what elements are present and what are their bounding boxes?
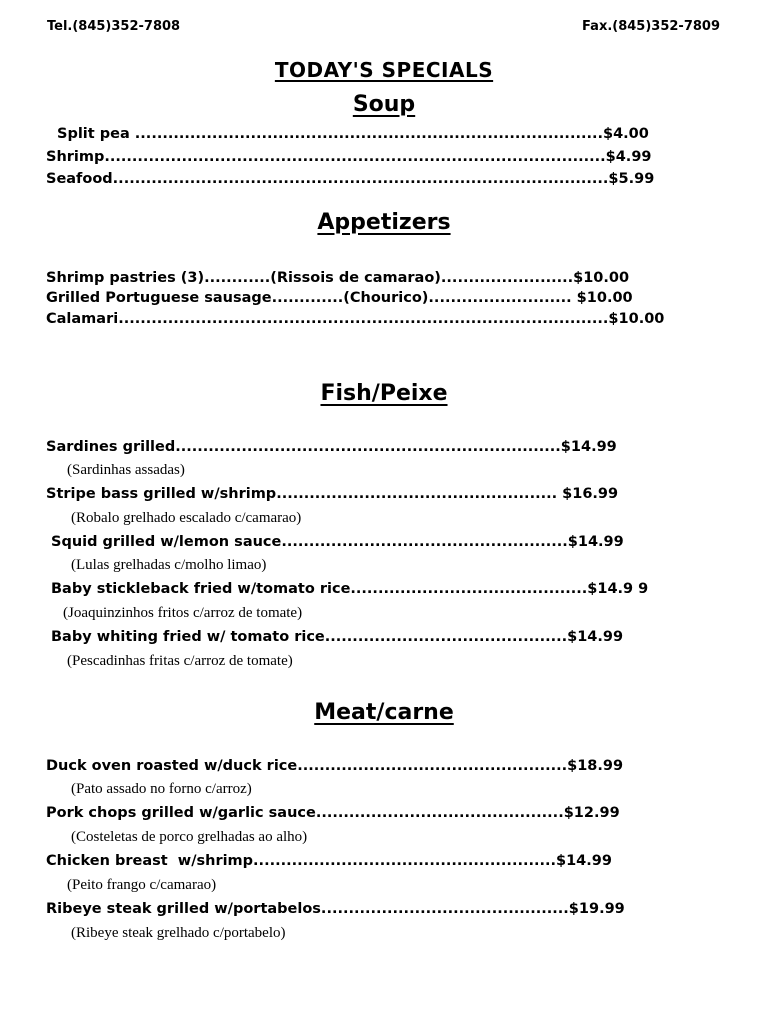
section-heading-text: Appetizers [317, 210, 451, 235]
page-title [0, 60, 768, 80]
menu-item-baby-whiting: Baby whiting fried w/ tomato rice............................................$14.99 [51, 630, 624, 645]
menu-item-translation: (Pescadinhas fritas c/arroz de tomate) [67, 653, 293, 669]
menu-item-ribeye: Ribeye steak grilled w/portabelos.............................................$19.99 [46, 902, 625, 917]
menu-item-translation: (Joaquinzinhos fritos c/arroz de tomate) [63, 605, 303, 621]
section-heading-appetizers [0, 212, 768, 234]
menu-item-split-pea: Split pea .....................................................................................$4.00 [57, 127, 649, 142]
menu-item-translation: (Costeletas de porco grelhadas ao alho) [71, 829, 308, 845]
menu-item-baby-stickleback: Baby stickleback fried w/tomato rice...........................................$14.9 9 [51, 582, 649, 597]
menu-item-sardines: Sardines grilled......................................................................$14.99 [46, 440, 617, 455]
menu-item-translation: (Peito frango c/camarao) [67, 877, 217, 893]
menu-item-shrimp-pastries: Shrimp pastries (3)............(Rissois de camarao)........................$10.00 [46, 271, 630, 286]
menu-item-portuguese-sausage: Grilled Portuguese sausage.............(Chourico).......................... $10.00 [46, 291, 633, 306]
menu-item-seafood-soup: Seafood..........................................................................................$5.99 [46, 172, 655, 187]
menu-item-shrimp-soup: Shrimp...........................................................................................$4.99 [46, 150, 652, 165]
menu-item-translation: (Sardinhas assadas) [67, 462, 185, 478]
menu-item-duck: Duck oven roasted w/duck rice.................................................$18.99 [46, 759, 624, 774]
menu-item-squid: Squid grilled w/lemon sauce....................................................$14.99 [51, 535, 624, 550]
menu-item-stripe-bass: Stripe bass grilled w/shrimp................................................... $16.99 [46, 487, 619, 502]
fax-number: Fax.(845)352-7809 [582, 19, 720, 34]
menu-item-translation: (Lulas grelhadas c/molho limao) [71, 557, 267, 573]
phone-number: Tel.(845)352-7808 [47, 19, 181, 34]
section-heading-text: Soup [352, 92, 416, 117]
section-heading-fish [0, 383, 768, 405]
page-title-text: TODAY'S SPECIALS [274, 58, 494, 82]
section-heading-text: Fish/Peixe [320, 381, 448, 406]
section-heading-text: Meat/carne [314, 700, 454, 725]
section-heading-meat [0, 702, 768, 724]
menu-item-translation: (Robalo grelhado escalado c/camarao) [71, 510, 302, 526]
menu-item-pork-chops: Pork chops grilled w/garlic sauce.............................................$12.99 [46, 806, 620, 821]
menu-item-calamari: Calamari.........................................................................................$10.00 [46, 312, 665, 327]
menu-item-translation: (Pato assado no forno c/arroz) [71, 781, 252, 797]
section-heading-soup [0, 94, 768, 116]
menu-item-chicken-breast: Chicken breast w/shrimp.......................................................$14.99 [46, 854, 612, 869]
menu-item-translation: (Ribeye steak grelhado c/portabelo) [71, 925, 286, 941]
